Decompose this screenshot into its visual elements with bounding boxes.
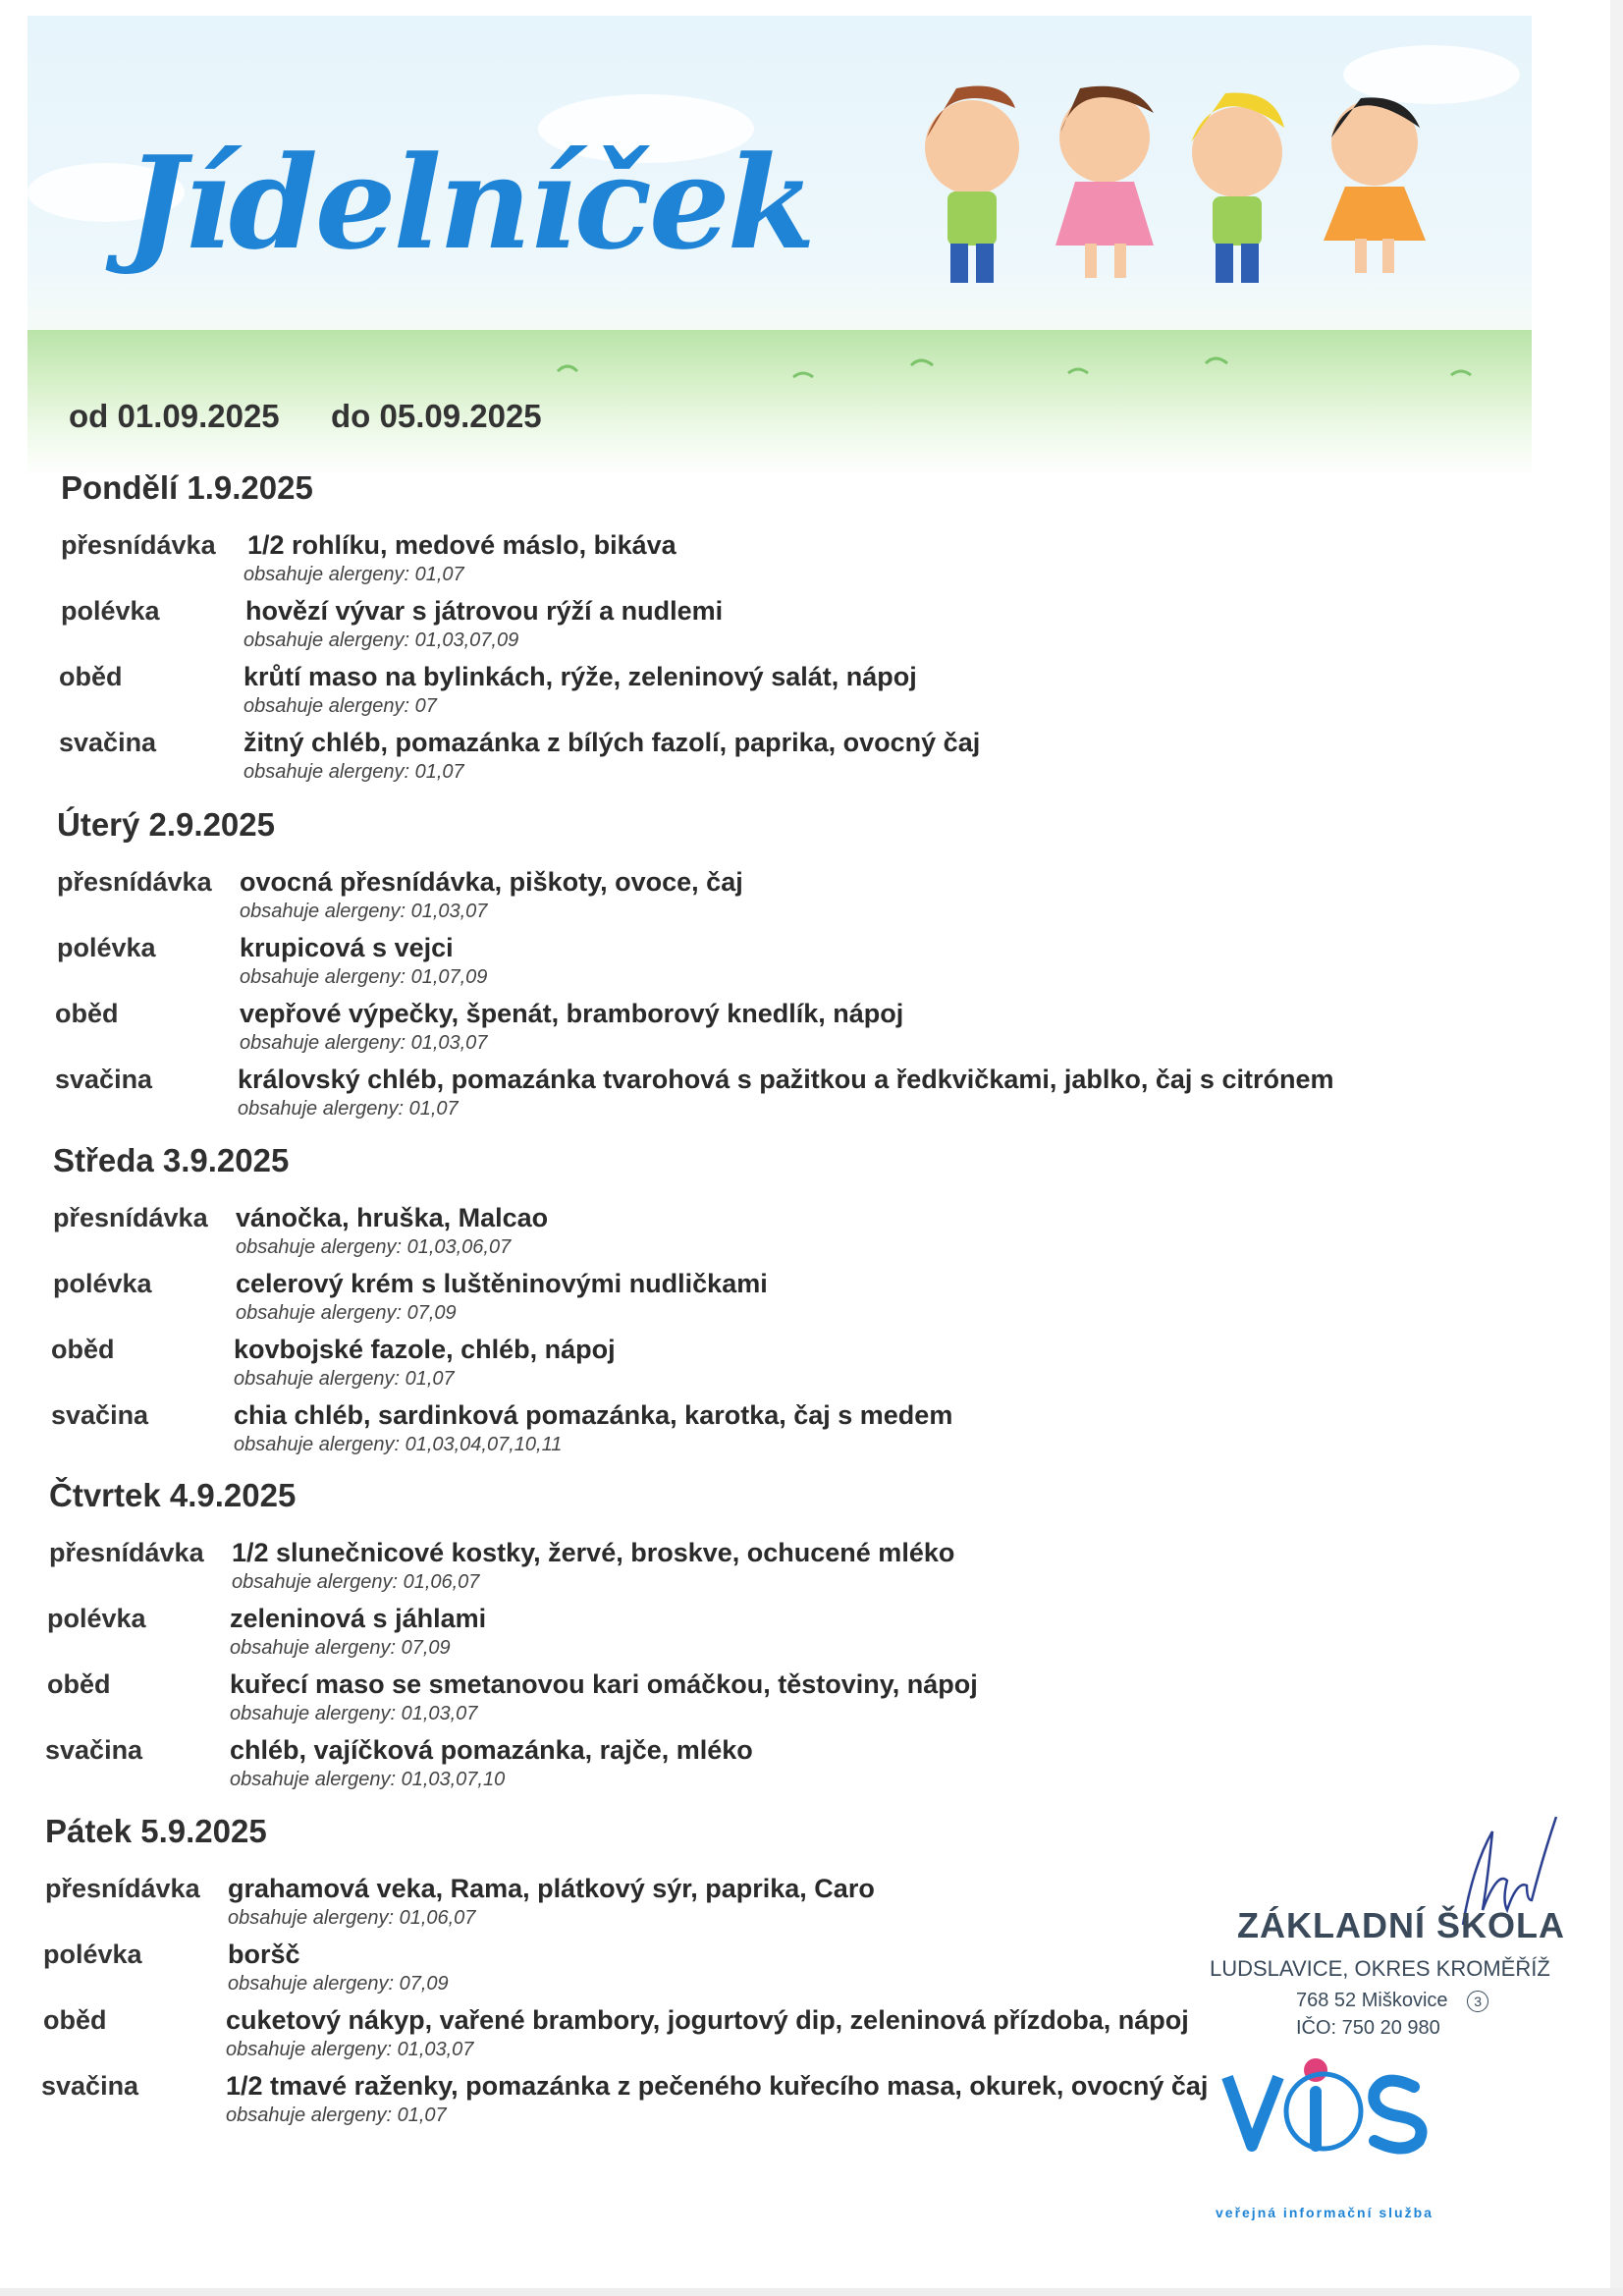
- page-title: Jídelníček: [126, 128, 813, 278]
- meal-label: svačina: [59, 728, 157, 757]
- allergens: obsahuje alergeny: 01,03,07,10: [230, 1769, 506, 1790]
- date-from: od 01.09.2025: [69, 398, 280, 434]
- meal-label: svačina: [41, 2071, 139, 2101]
- allergens: obsahuje alergeny: 01,03,07: [226, 2039, 474, 2060]
- meal-label: přesnídávka: [53, 1203, 208, 1232]
- meal-text: žitný chléb, pomazánka z bílých fazolí, paprika, ovocný čaj: [243, 728, 981, 757]
- day-heading: Úterý 2.9.2025: [57, 806, 275, 843]
- meal-text: celerový krém s luštěninovými nudličkami: [236, 1269, 768, 1298]
- meal-label: přesnídávka: [49, 1538, 204, 1567]
- allergens: obsahuje alergeny: 07: [243, 695, 437, 717]
- meal-label: přesnídávka: [45, 1874, 200, 1903]
- meal-text: 1/2 slunečnicové kostky, žervé, broskve, ochucené mléko: [232, 1538, 955, 1567]
- meal-text: ovocná přesnídávka, piškoty, ovoce, čaj: [240, 867, 743, 897]
- allergens: obsahuje alergeny: 01,03,06,07: [236, 1236, 512, 1258]
- meal-label: polévka: [61, 596, 160, 626]
- meal-text: grahamová veka, Rama, plátkový sýr, paprika, Caro: [228, 1874, 875, 1903]
- allergens: obsahuje alergeny: 01,07: [234, 1368, 455, 1390]
- allergens: obsahuje alergeny: 07,09: [228, 1973, 449, 1995]
- meal-label: svačina: [45, 1735, 143, 1765]
- allergens: obsahuje alergeny: 01,06,07: [232, 1571, 480, 1593]
- meal-text: krupicová s vejci: [240, 933, 454, 962]
- meal-text: vánočka, hruška, Malcao: [236, 1203, 549, 1232]
- meal-text: hovězí vývar s játrovou rýží a nudlemi: [245, 596, 724, 626]
- meal-text: krůtí maso na bylinkách, rýže, zeleninový salát, nápoj: [243, 662, 917, 691]
- allergens: obsahuje alergeny: 01,07: [243, 564, 464, 585]
- meal-label: svačina: [55, 1065, 153, 1094]
- stamp-line3: 768 52 Miškovice 3: [1296, 1990, 1488, 2012]
- allergens: obsahuje alergeny: 01,07: [226, 2105, 447, 2126]
- meal-text: cuketový nákyp, vařené brambory, jogurtový dip, zeleninová přízdoba, nápoj: [226, 2005, 1189, 2035]
- meal-label: přesnídávka: [61, 530, 216, 560]
- allergens: obsahuje alergeny: 07,09: [236, 1302, 457, 1324]
- meal-text: 1/2 tmavé raženky, pomazánka z pečeného kuřecího masa, okurek, ovocný čaj: [226, 2071, 1209, 2101]
- meal-label: oběd: [47, 1669, 111, 1699]
- meal-label: přesnídávka: [57, 867, 212, 897]
- meal-text: chléb, vajíčková pomazánka, rajče, mléko: [230, 1735, 753, 1765]
- meal-text: vepřové výpečky, špenát, bramborový knedlík, nápoj: [240, 999, 904, 1028]
- stamp-line4: IČO: 750 20 980: [1296, 2017, 1440, 2039]
- vis-logo: [1217, 2052, 1473, 2160]
- allergens: obsahuje alergeny: 07,09: [230, 1637, 451, 1659]
- meal-label: polévka: [47, 1604, 146, 1633]
- meal-label: polévka: [43, 1940, 142, 1969]
- date-to: do 05.09.2025: [331, 398, 542, 434]
- meal-text: zeleninová s jáhlami: [230, 1604, 487, 1633]
- vis-tagline: veřejná informační služba: [1216, 2205, 1434, 2220]
- allergens: obsahuje alergeny: 01,03,07,09: [243, 629, 519, 651]
- meal-label: oběd: [55, 999, 119, 1028]
- meal-label: polévka: [53, 1269, 152, 1298]
- allergens: obsahuje alergeny: 01,06,07: [228, 1907, 476, 1929]
- day-heading: Středa 3.9.2025: [53, 1142, 290, 1178]
- children-illustration: [913, 59, 1463, 304]
- date-range: [69, 398, 542, 435]
- meal-label: oběd: [43, 2005, 107, 2035]
- allergens: obsahuje alergeny: 01,03,07: [230, 1703, 478, 1724]
- meal-text: kuřecí maso se smetanovou kari omáčkou, těstoviny, nápoj: [230, 1669, 978, 1699]
- meal-text: boršč: [228, 1940, 300, 1969]
- meal-label: svačina: [51, 1400, 149, 1430]
- scan-edge-bottom: [0, 2288, 1623, 2296]
- allergens: obsahuje alergeny: 01,07,09: [240, 966, 488, 988]
- allergens: obsahuje alergeny: 01,03,07: [240, 1032, 488, 1054]
- stamp-line2: LUDSLAVICE, OKRES KROMĚŘÍŽ: [1210, 1956, 1550, 1981]
- allergens: obsahuje alergeny: 01,03,07: [240, 901, 488, 922]
- allergens: obsahuje alergeny: 01,03,04,07,10,11: [234, 1434, 563, 1455]
- meal-label: oběd: [59, 662, 123, 691]
- stamp-line1: ZÁKLADNÍ ŠKOLA: [1237, 1905, 1565, 1945]
- allergens: obsahuje alergeny: 01,07: [243, 761, 464, 783]
- allergens: obsahuje alergeny: 01,07: [238, 1098, 459, 1120]
- day-heading: Pondělí 1.9.2025: [61, 469, 313, 506]
- meal-text: chia chléb, sardinková pomazánka, karotka, čaj s medem: [234, 1400, 953, 1430]
- meal-text: 1/2 rohlíku, medové máslo, bikáva: [247, 530, 676, 560]
- day-heading: Pátek 5.9.2025: [45, 1813, 267, 1849]
- scan-edge: [1610, 0, 1623, 2296]
- day-heading: Čtvrtek 4.9.2025: [49, 1477, 297, 1513]
- meal-label: oběd: [51, 1335, 115, 1364]
- meal-text: kovbojské fazole, chléb, nápoj: [234, 1335, 616, 1364]
- stamp-number: 3: [1467, 1991, 1488, 2012]
- meal-label: polévka: [57, 933, 156, 962]
- meal-text: královský chléb, pomazánka tvarohová s pažitkou a ředkvičkami, jablko, čaj s citrónem: [238, 1065, 1334, 1094]
